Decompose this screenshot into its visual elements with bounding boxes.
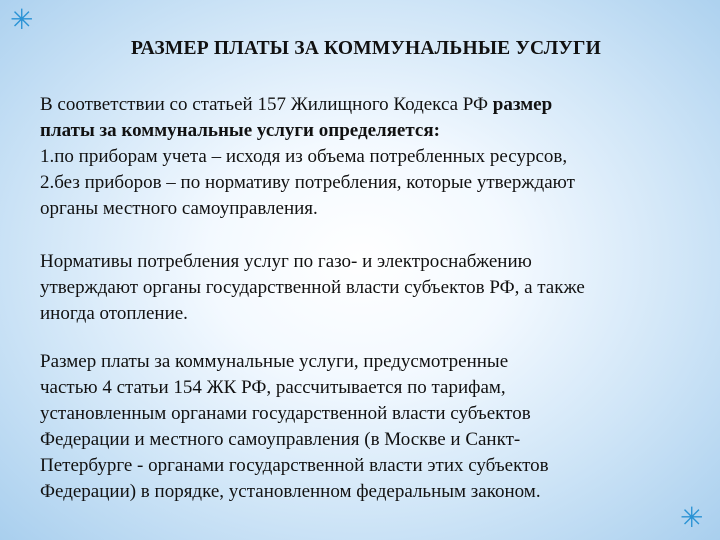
paragraph-line: Петербурге - органами государственной власти этих субъектов	[40, 455, 549, 476]
paragraph-norms	[40, 249, 690, 327]
paragraph-line: Нормативы потребления услуг по газо- и электроснабжению	[40, 251, 532, 272]
asterisk-sparkle-icon: ✳	[10, 3, 34, 36]
paragraph-article-157	[40, 92, 690, 222]
paragraph-line: иногда отопление.	[40, 303, 188, 324]
paragraph-line: Федерации) в порядке, установленном федеральным законом.	[40, 481, 541, 502]
asterisk-sparkle-icon: ✳	[680, 501, 704, 534]
text-bold: размер	[492, 94, 553, 115]
paragraph-line: установленным органами государственной власти субъектов	[40, 403, 531, 424]
slide-title: РАЗМЕР ПЛАТЫ ЗА КОММУНАЛЬНЫЕ УСЛУГИ	[131, 38, 601, 59]
list-item-no-meters: 2.без приборов – по нормативу потребления, которые утверждают	[40, 172, 575, 193]
paragraph-tariffs	[40, 349, 690, 505]
paragraph-line: Федерации и местного самоуправления (в Москве и Санкт-	[40, 429, 521, 450]
paragraph-line: органы местного самоуправления.	[40, 198, 318, 219]
paragraph-line: частью 4 статьи 154 ЖК РФ, рассчитывается по тарифам,	[40, 377, 506, 398]
list-item-meters: 1.по приборам учета – исходя из объема потребленных ресурсов,	[40, 146, 568, 167]
paragraph-line: Размер платы за коммунальные услуги, предусмотренные	[40, 351, 509, 372]
text-bold: платы за коммунальные услуги определяется:	[40, 120, 440, 141]
paragraph-line: утверждают органы государственной власти субъектов РФ, а также	[40, 277, 585, 298]
paragraph-line	[40, 92, 690, 118]
text-normal: В соответствии со статьей 157 Жилищного Кодекса РФ	[40, 94, 493, 115]
